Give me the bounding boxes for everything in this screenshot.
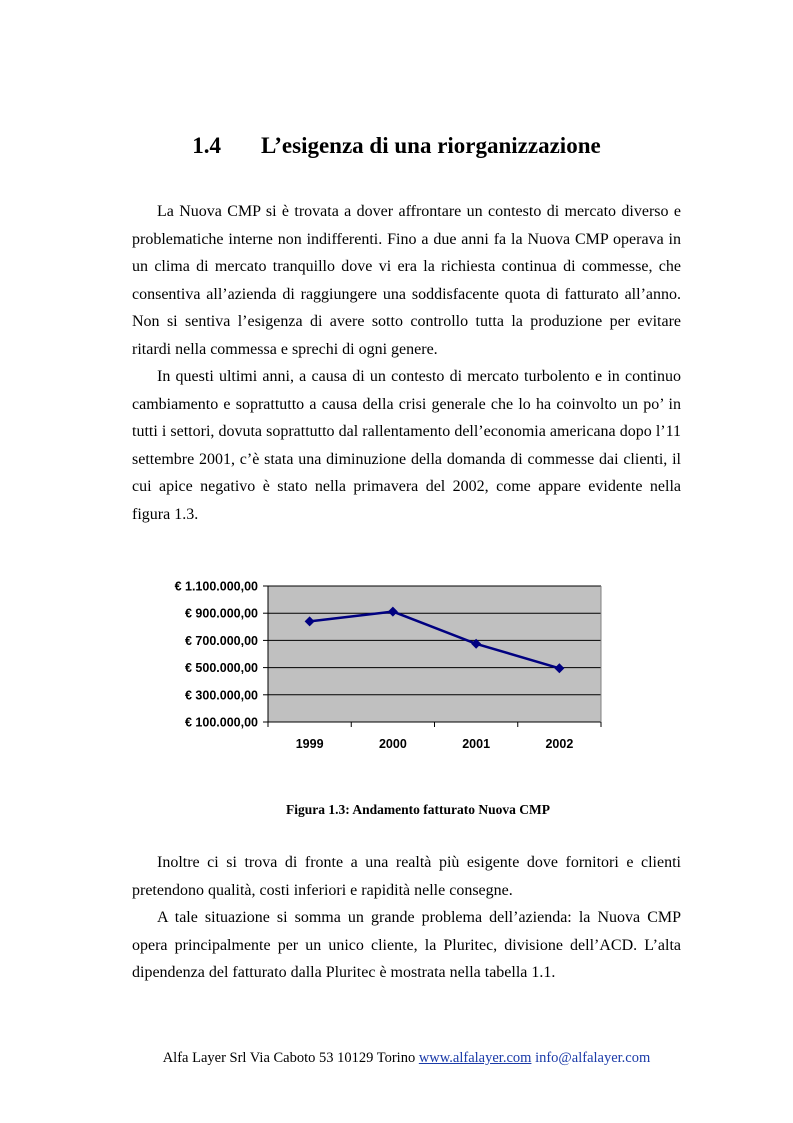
section-title: L’esigenza di una riorganizzazione — [261, 133, 601, 158]
paragraph-4: A tale situazione si somma un grande problema dell’azienda: la Nuova CMP opera principalmente per un unico cliente, la Pluritec, divisione dell’ACD. L’alta dipendenza del fatturato dalla Pluritec è mostrata nella tabella 1.1. — [132, 909, 681, 981]
x-tick-label: 2000 — [378, 737, 407, 751]
section-number: 1.4 — [192, 133, 222, 158]
y-tick-label: € 700.000,00 — [185, 633, 258, 648]
x-tick-label: 2002 — [545, 737, 574, 751]
plot-area — [268, 586, 601, 722]
paragraph-1: La Nuova CMP si è trovata a dover affrontare un contesto di mercato diverso e problematiche interne non indifferenti. Fino a due anni fa la Nuova CMP operava in un clima di mercato tranquillo dove vi era la richiesta continua di commesse, che consentiva all’azienda di raggiungere una soddisfacente quota di fatturato all’anno. Non si sentiva l’esigenza di avere sotto controllo tutta la produzione per evitare ritardi nella commessa e sprechi di ogni genere. — [132, 203, 681, 358]
page-footer — [0, 1050, 793, 1067]
figure-caption: Figura 1.3: Andamento fatturato Nuova CMP — [286, 802, 550, 817]
x-tick-label: 1999 — [295, 737, 324, 751]
y-tick-label: € 900.000,00 — [185, 606, 258, 621]
paragraph-3: Inoltre ci si trova di fronte a una realtà più esigente dove fornitori e clienti pretendono qualità, costi inferiori e rapidità nelle consegne. — [132, 854, 681, 899]
y-tick-label: € 1.100.000,00 — [174, 579, 258, 594]
x-tick-label: 2001 — [462, 737, 491, 751]
footer-email[interactable]: info@alfalayer.com — [535, 1050, 651, 1066]
footer-address: Alfa Layer Srl Via Caboto 53 10129 Torino — [162, 1050, 416, 1066]
paragraph-2: In questi ultimi anni, a causa di un contesto di mercato turbolento e in continuo cambiamento e soprattutto a causa della crisi generale che lo ha coinvolto un po’ in tutti i settori, dovuta soprattutto dal rallentamento dell’economia americana dopo l’11 settembre 2001, c’è stata una diminuzione della domanda di commesse dai clienti, il cui apice negativo è stato nella primavera del 2002, come appare evidente nella figura 1.3. — [132, 368, 681, 523]
y-tick-label: € 300.000,00 — [185, 688, 258, 703]
y-tick-label: € 500.000,00 — [185, 661, 258, 676]
y-tick-label: € 100.000,00 — [185, 715, 258, 730]
footer-website-link[interactable]: www.alfalayer.com — [418, 1050, 532, 1066]
